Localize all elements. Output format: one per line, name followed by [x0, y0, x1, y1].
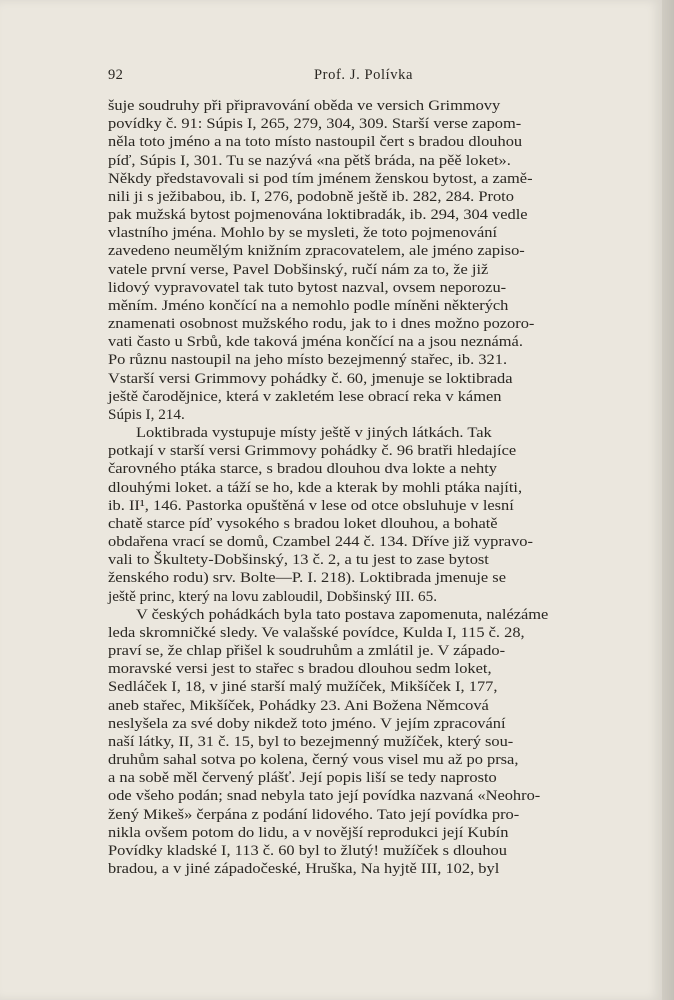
text-line: leda skromničké sledy. Ve valašské povídce, Kulda I, 115 č. 28, [108, 623, 525, 641]
text-line: zavedeno neumělým knižním zpracovatelem, ale jméno zapiso- [108, 242, 525, 260]
text-line: nikla ovšem potom do lidu, a v novější reprodukci její Kubín [108, 823, 509, 841]
text-line: čarovného ptáka starce, s bradou dlouhou dva lokte a nehty [108, 460, 497, 478]
text-line: potkají v starší versi Grimmovy pohádky č. 96 bratři hledajíce [108, 442, 517, 460]
text-line: vlastního jména. Mohlo by se mysleti, že toto pojmenování [108, 224, 498, 242]
text-line: vatele první verse, Pavel Dobšinský, ručí nám za to, že již [108, 260, 489, 278]
text-line: nili ji s ježibabou, ib. I, 276, podobně ještě ib. 282, 284. Proto [108, 187, 514, 205]
text-line: lidový vypravovatel tak tuto bytost nazval, ovsem neporozu- [108, 278, 507, 296]
text-line: Někdy představovali si pod tím jménem ženskou bytost, a zamě- [108, 169, 533, 187]
text-line: Sedláček I, 18, v jiné starší malý mužíček, Mikšíček I, 177, [108, 678, 498, 696]
text-line: měním. Jméno končící na a nemohlo podle míněni některých [108, 296, 509, 314]
text-line: Vstarší versi Grimmovy pohádky č. 60, jmenuje se loktibrada [108, 369, 513, 387]
running-head: Prof. J. Polívka [314, 67, 414, 83]
text-line: vali to Škultety-Dobšinský, 13 č. 2, a tu jest to zase bytost [108, 551, 489, 569]
text-line: bradou, a v jiné západočeské, Hruška, Na hyjtě III, 102, byl [108, 860, 500, 878]
text-line: píď, Súpis I, 301. Tu se nazývá «na pětš bráda, na pěě loket». [108, 151, 511, 169]
text-line: obdařena vrací se domů, Czambel 244 č. 134. Dříve již vypravo- [108, 533, 533, 551]
text-line: a na sobě měl červený plášť. Její popis liší se tedy naprosto [108, 769, 497, 787]
text-line: naší látky, II, 31 č. 15, byl to bezejmenný mužíček, který sou- [108, 732, 514, 750]
text-line: ode všeho podán; snad nebyla tato její povídka nazvaná «Neohro- [108, 787, 541, 805]
text-line: V českých pohádkách byla tato postava zapomenuta, nalézáme [136, 605, 549, 623]
page-number: 92 [108, 67, 124, 83]
text-line: Súpis I, 214. [108, 405, 185, 423]
text-line: aneb stařec, Mikšíček, Pohádky 23. Ani Božena Němcová [108, 696, 489, 714]
text-line: chatě starce píď vysokého s bradou loket dlouhou, a bohatě [108, 514, 498, 532]
text-line: ib. II¹, 146. Pastorka opuštěná v lese od otce obsluhuje v lesní [108, 496, 514, 514]
text-line: dlouhými loket. a táží se ho, kde a kterak by mohli ptáka najíti, [108, 478, 523, 496]
text-line: Povídky kladské I, 113 č. 60 byl to žlutý! mužíček s dlouhou [108, 841, 507, 859]
text-line: neslyšela za své doby nikdež toto jméno. V jejím zpracování [108, 714, 506, 732]
text-line: Po různu nastoupil na jeho místo bezejmenný stařec, ib. 321. [108, 351, 508, 369]
text-line: praví se, že chlap přišel k soudruhům a zmlátil je. V západo- [108, 642, 506, 660]
text-line: ještě čarodějnice, která v zakletém lese obrací reka v kámen [108, 387, 502, 405]
page-edge [662, 0, 674, 1000]
text-line: ještě princ, který na lovu zabloudil, Dobšinský III. 65. [108, 587, 437, 605]
text-line: Loktibrada vystupuje místy ještě v jiných látkách. Tak [136, 424, 492, 442]
text-line: druhům sahal sotva po kolena, černý vous visel mu až po prsa, [108, 751, 519, 769]
text-line: něla toto jméno a na toto místo nastoupil čert s bradou dlouhou [108, 133, 523, 151]
text-line: povídky č. 91: Súpis I, 265, 279, 304, 309. Starší verse zapom- [108, 115, 522, 133]
text-line: šuje soudruhy při připravování oběda ve versich Grimmovy [108, 97, 501, 114]
text-line: znamenati osobnost mužského rodu, jak to i dnes možno pozoro- [108, 315, 535, 333]
page-header [108, 67, 556, 89]
text-line: vati často u Srbů, kde taková jména končící na a jsou neznámá. [108, 333, 523, 351]
text-line: moravské versi jest to stařec s bradou dlouhou sedm loket, [108, 660, 492, 678]
text-line: pak mužská bytost pojmenována loktibradák, ib. 294, 304 vedle [108, 206, 528, 224]
text-line: žený Mikeš» čerpána z podání lidového. Tato její povídka pro- [108, 805, 520, 823]
text-line: ženského rodu) srv. Bolte—P. I. 218). Loktibrada jmenuje se [108, 569, 506, 587]
